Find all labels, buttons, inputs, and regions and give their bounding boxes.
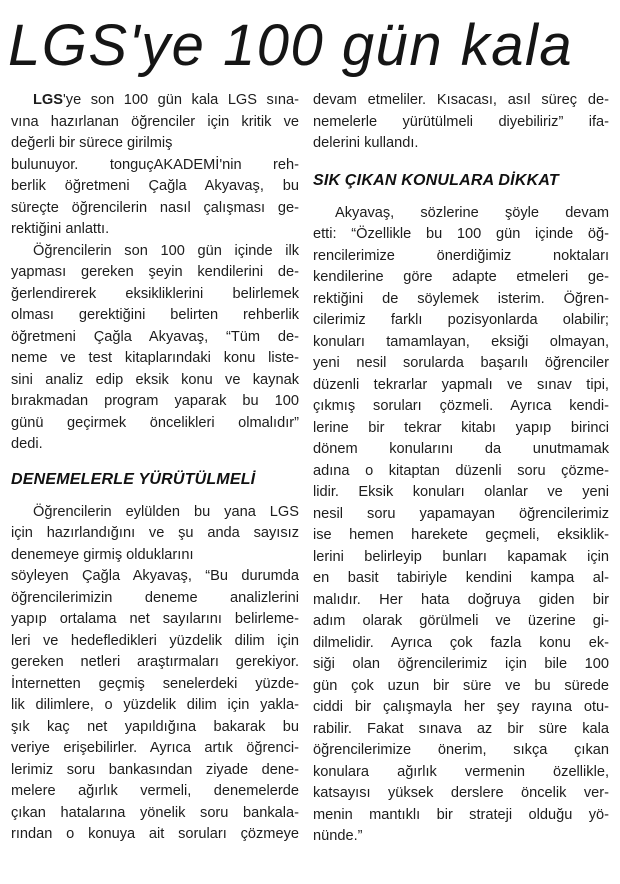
paragraph3-line: denemeye girmiş olduklarını — [11, 546, 194, 563]
paragraph4-line: lidir. Eksik konuları olanlar ve yeni — [313, 484, 609, 500]
paragraph4-line: kendilerine göre adapte etmeleri ge- — [313, 269, 609, 285]
paragraph3-line: lerimiz soru bankasından ziyade dene- — [11, 761, 299, 778]
paragraph4-line: düzenli tekrarlar yapmalı ve sınav tipi, — [313, 376, 609, 393]
paragraph4-line: dönem konularını da unutmamak — [313, 441, 609, 457]
paragraph3-line: melere ağırlık vermeli, denemelerde — [11, 783, 299, 799]
paragraph3-line: yapıp ortalama net sayılarını belirleme- — [11, 611, 299, 627]
paragraph4-line: rabilir. Fakat sınava az bir süre kala — [313, 720, 609, 737]
paragraph2-line: olması gerektiğini belirten rehberlik — [11, 307, 299, 323]
headline: LGS'ye 100 gün kala — [8, 13, 574, 78]
continuation-line: nemelerle yürütülmeli diyebiliriz” ifa- — [313, 113, 609, 130]
intro-line: değerli bir sürece girilmiş — [11, 135, 173, 151]
paragraph3-line: leri ve hedefledikleri yüzdelik dilim için — [11, 632, 299, 649]
intro-line: süreçte öğrencilerin nasıl çalışması ge- — [11, 199, 299, 216]
paragraph4-line: siği olan öğrencilerimiz için bile 100 — [313, 656, 609, 672]
paragraph3-line: veriye erişebilirler. Ayrıca artık öğrenci- — [11, 740, 299, 756]
paragraph4-line: yeni nesil sorularda başarılı öğrenciler — [313, 355, 609, 371]
continuation-line: delerini kullandı. — [313, 135, 419, 151]
paragraph4-line: menin mantıklı bir strateji olduğu yö- — [313, 806, 609, 823]
paragraph3-line: gereken netleri araştırmaları gerekiyor. — [11, 654, 299, 670]
paragraph4-line: konulara ağırlık vermenin özellikle, — [313, 763, 609, 780]
paragraph4-line: katsayısı yüksek derslere öncelik ver- — [313, 785, 609, 801]
paragraph4-line: en basit tabiriyle kendini kampa al- — [313, 570, 609, 586]
paragraph4-line: konuları tamamlayan, eksiği olmayan, — [313, 333, 609, 350]
intro-first-line-text: 'ye son 100 gün kala LGS sına- — [63, 92, 299, 108]
paragraph2-line: yapması gereken şeyin kendilerini de- — [11, 264, 299, 280]
paragraph4-line: lerini belirleyip bunları kapamak için — [313, 548, 609, 565]
paragraph4-line: rektiğini de söylemek isterim. Öğren- — [313, 290, 609, 307]
paragraph4-line: rencilerimize önerdiğimiz noktaları — [313, 247, 609, 264]
subheading-sik-cikan: SIK ÇIKAN KONULARA DİKKAT — [313, 171, 559, 189]
paragraph3-line: için hazırlandığını ve şu anda sayısız — [11, 525, 299, 541]
paragraph4-line: Akyavaş, sözlerine şöyle devam — [335, 204, 609, 221]
paragraph4-line: gün çok uzun bir süre ve bu süredе — [313, 677, 609, 694]
paragraph4-line: ise hemen harekete geçmeli, eksiklik- — [313, 527, 609, 543]
intro-first-line — [11, 90, 299, 112]
right-column — [313, 90, 609, 878]
paragraph2-line: günü geçirmek öncelikleri olmalıdır” — [11, 414, 299, 431]
intro-line: bulunuyor. tonguçAKADEMİ'nin reh- — [11, 156, 299, 173]
paragraph3-line: çıkan hatalarına yönelik soru bankala- — [11, 804, 299, 821]
paragraph3-line: Öğrencilerin eylülden bu yana LGS — [33, 503, 299, 520]
lead-word: LGS — [33, 92, 63, 108]
paragraph4-line: öğrencilerimize önerim, sıkça çıkan — [313, 742, 609, 758]
paragraph3-line: İnternetten geçmiş senelerdeki yüzde- — [11, 675, 299, 692]
paragraph3-line: öğrencilerimizin deneme analizlerini — [11, 589, 299, 606]
paragraph4-line: malıdır. Her hata doğruya giden bir — [313, 591, 609, 608]
paragraph2-line: öğretmeni Çağla Akyavaş, “Tüm de- — [11, 328, 299, 345]
continuation-line: devam etmeliler. Kısacası, asıl süreç de- — [313, 92, 609, 108]
intro-line: rektiğini anlattı. — [11, 221, 110, 237]
paragraph4-line: adına o kitaptan düzenli soru çözme- — [313, 462, 609, 479]
paragraph4-line: çıkmış soruları çözmeli. Ayrıca kendi- — [313, 398, 609, 414]
paragraph2-line: bırakmadan program yaparak bu 100 — [11, 393, 299, 409]
paragraph4-line: lerine bir tekrar kitabı yapıp birinci — [313, 419, 609, 436]
paragraph4-line: adım olarak görülmeli ve üzerine gi- — [313, 613, 609, 629]
paragraph3-line: rından o konuya ait soruları çözmeye — [11, 826, 299, 842]
paragraph4-line: cilerimiz farklı pozisyonlarda olabilir; — [313, 312, 609, 328]
paragraph2-line: neme ve test kitaplarındaki konu liste- — [11, 350, 299, 366]
paragraph2-line: dedi. — [11, 436, 43, 452]
paragraph2-line: ğerlendirerek eksikliklerini belirlemek — [11, 285, 299, 302]
paragraph2-line: Öğrencilerin son 100 gün içinde ilk — [33, 242, 299, 259]
paragraph3-line: lik dilimlere, o yüzdelik dilim için yakla- — [11, 697, 299, 713]
paragraph3-line: söyleyen Çağla Akyavaş, “Bu durumda — [11, 568, 299, 584]
paragraph4-line: ciddi bir çalışmayla her şey rayına otu- — [313, 699, 609, 715]
intro-line: berlik öğretmeni Çağla Akyavaş, bu — [11, 178, 299, 194]
paragraph4-line: dilmelidir. Ayrıca çok fazla konu ek- — [313, 634, 609, 651]
left-column — [11, 90, 299, 878]
subheading-denemelerle: DENEMELERLE YÜRÜTÜLMELİ — [11, 470, 256, 488]
paragraph4-line: nünde.” — [313, 828, 363, 844]
paragraph4-line: nesil soru yapamayan öğrencilerimiz — [313, 505, 609, 522]
intro-line: vına hazırlanan öğrenciler için kritik ve — [11, 113, 299, 130]
paragraph3-line: şık kaç net yapıldığına bakarak bu — [11, 718, 299, 735]
paragraph2-line: sini analiz edip eksik konu ve kaynak — [11, 371, 299, 388]
paragraph4-line: etti: “Özellikle bu 100 gün içinde öğ- — [313, 226, 609, 242]
